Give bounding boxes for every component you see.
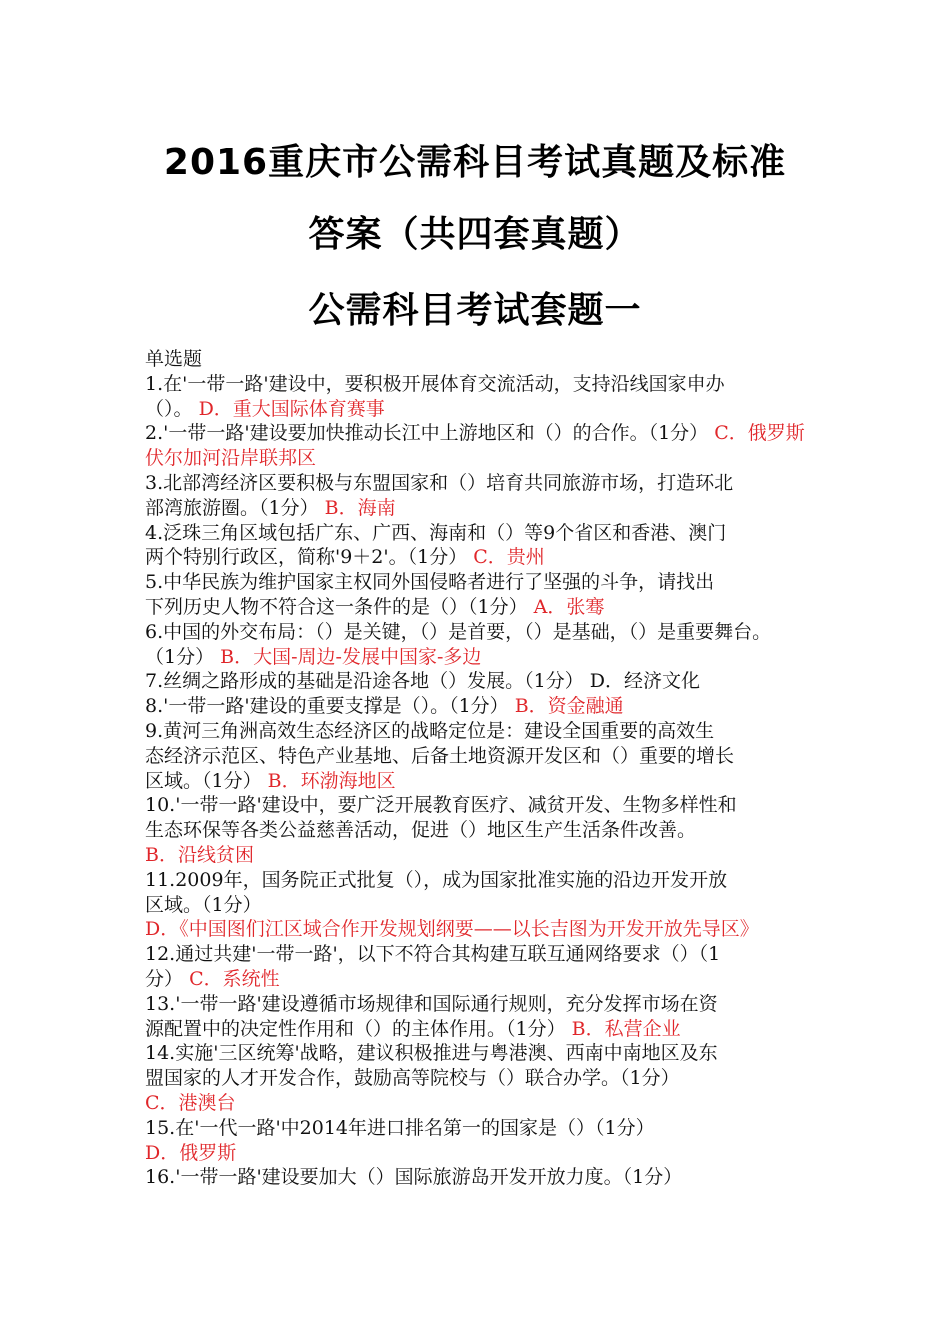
question-item [145,372,813,422]
question-text: 态经济示范区、特色产业基地、后备土地资源开发区和（）重要的增长 [145,744,735,767]
question-text: 部湾旅游圈。（1分） [145,496,319,519]
question-text-line [145,1017,813,1042]
question-text-line [145,1066,813,1091]
question-text: 10.'一带一路'建设中，要广泛开展教育医疗、减贫开发、生物多样性和 [145,794,737,817]
answer-text: D．经济文化 [589,670,700,693]
question-text-line [145,570,813,595]
question-text-line [145,1041,813,1066]
question-text: 5.中华民族为维护国家主权同外国侵略者进行了坚强的斗争，请找出 [145,571,715,594]
question-text: 下列历史人物不符合这一条件的是（）（1分） [145,595,528,618]
question-text: 9.黄河三角洲高效生态经济区的战略定位是：建设全国重要的高效生 [145,719,715,742]
question-text: 4.泛珠三角区域包括广东、广西、海南和（）等9个省区和香港、澳门 [145,521,727,544]
question-text-line [145,669,813,694]
question-item [145,570,813,620]
question-text-line [145,719,813,744]
answer-line [145,1141,813,1166]
question-text: 15.在'一代一路'中2014年进口排名第一的国家是（）（1分） [145,1116,655,1139]
question-item [145,694,813,719]
question-text-line [145,471,813,496]
question-text-line [145,595,813,620]
question-text: （）。 [145,397,193,420]
question-text-line [145,645,813,670]
answer-text: B．大国-周边-发展中国家-多边 [220,645,482,668]
question-text-line [145,421,813,471]
question-text: 16.'一带一路'建设要加大（）国际旅游岛开发开放力度。（1分） [145,1166,683,1189]
question-text: 14.实施'三区统筹'战略，建议积极推进与粤港澳、西南中南地区及东 [145,1042,718,1065]
question-text-line [145,744,813,769]
question-text: 7.丝绸之路形成的基础是沿途各地（）发展。（1分） [145,670,584,693]
question-text: 11.2009年，国务院正式批复（），成为国家批准实施的沿边开发开放 [145,868,728,891]
question-text-line [145,992,813,1017]
answer-text: D．《中国图们江区域合作开发规划纲要——以长吉图为开发开放先导区》 [145,918,759,941]
question-text-line [145,893,813,918]
answer-line [145,1091,813,1116]
title-line-2: 答案（共四套真题） [308,214,642,255]
question-text: （1分） [145,645,215,668]
question-text-line [145,769,813,794]
question-item [145,1165,813,1190]
question-text-line [145,397,813,422]
question-list [145,347,813,1190]
question-text-line [145,818,813,843]
answer-text: B．资金融通 [514,695,624,718]
answer-text: C．俄罗斯伏尔加河沿岸联邦区 [145,422,805,470]
section-label: 单选题 [145,348,203,370]
answer-text: C．港澳台 [145,1091,236,1114]
question-text-line [145,372,813,397]
question-text: 两个特别行政区，简称'9＋2'。（1分） [145,546,468,569]
question-text: 6.中国的外交布局：（）是关键，（）是首要，（）是基础，（）是重要舞台。 [145,620,772,643]
questions-container [145,372,813,1190]
answer-line [145,917,813,942]
question-text-line [145,620,813,645]
question-item [145,942,813,992]
question-text: 13.'一带一路'建设遵循市场规律和国际通行规则，充分发挥市场在资 [145,992,718,1015]
question-text-line [145,521,813,546]
answer-text: A．张骞 [533,595,605,618]
question-text: 生态环保等各类公益慈善活动，促进（）地区生产生活条件改善。 [145,819,697,842]
answer-text: B．环渤海地区 [267,769,396,792]
question-item [145,521,813,571]
question-text: 3.北部湾经济区要积极与东盟国家和（）培育共同旅游市场，打造环北 [145,471,734,494]
question-text-line [145,967,813,992]
question-text-line [145,942,813,967]
answer-text: B．私营企业 [571,1017,681,1040]
question-text-line [145,793,813,818]
question-text-line [145,694,813,719]
question-item [145,471,813,521]
question-text-line [145,868,813,893]
answer-text: C．系统性 [189,967,280,990]
subtitle: 公需科目考试套题一 [308,290,642,331]
answer-line [145,843,813,868]
question-text-line [145,1116,813,1141]
question-text: 分） [145,967,184,990]
question-item [145,669,813,694]
question-text: 源配置中的决定性作用和（）的主体作用。（1分） [145,1017,566,1040]
question-text-line [145,545,813,570]
question-item [145,793,813,867]
question-text: 区域。（1分） [145,893,262,916]
question-item [145,992,813,1042]
question-item [145,719,813,793]
question-text: 12.通过共建'一带一路'，以下不符合其构建互联互通网络要求（）（1 [145,943,721,966]
question-text: 区域。（1分） [145,769,262,792]
question-item [145,620,813,670]
question-text: 1.在'一带一路'建设中，要积极开展体育交流活动，支持沿线国家申办 [145,372,725,395]
question-text-line [145,496,813,521]
answer-text: B．海南 [324,496,396,519]
title-line-1: 2016重庆市公需科目考试真题及标准 [163,142,787,183]
question-item [145,1116,813,1166]
question-text: 2.'一带一路'建设要加快推动长江中上游地区和（）的合作。（1分） [145,422,709,445]
question-item [145,868,813,942]
question-text: 盟国家的人才开发合作，鼓励高等院校与（）联合办学。（1分） [145,1067,680,1090]
question-text: 8.'一带一路'建设的重要支撑是（）。（1分） [145,695,509,718]
question-text-line [145,1165,813,1190]
question-item [145,1041,813,1115]
answer-text: D．俄罗斯 [145,1141,237,1164]
answer-text: C．贵州 [473,546,545,569]
answer-text: B．沿线贫困 [145,843,254,866]
answer-text: D．重大国际体育赛事 [198,397,385,420]
question-item [145,421,813,471]
